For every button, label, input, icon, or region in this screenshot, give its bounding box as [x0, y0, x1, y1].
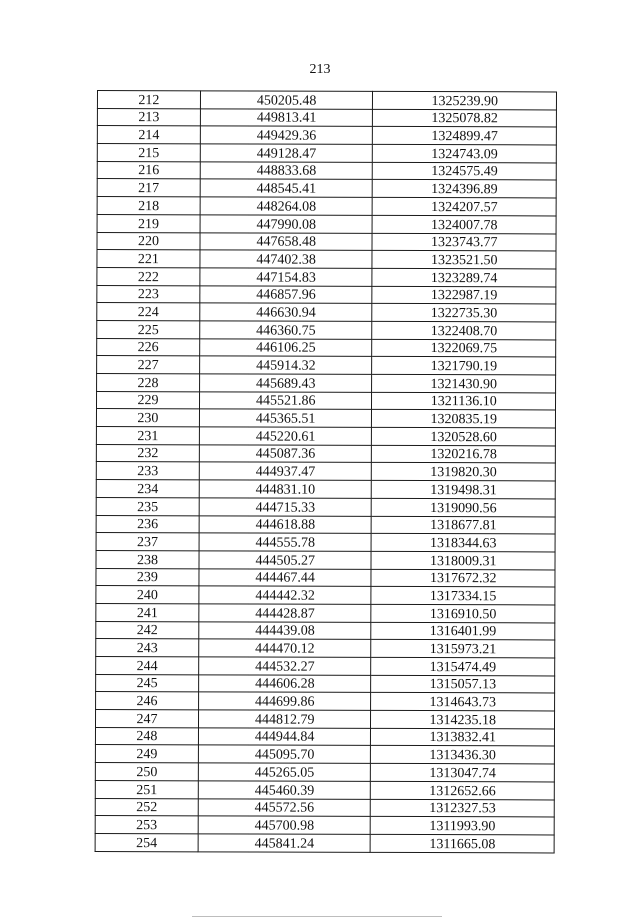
y-coordinate-cell: 1318344.63: [372, 534, 556, 552]
y-coordinate-cell: 1322735.30: [372, 304, 556, 322]
coordinate-table: [95, 90, 557, 853]
y-coordinate-cell: 1319820.30: [372, 463, 556, 481]
y-coordinate-cell: 1317672.32: [371, 569, 555, 587]
table-row: [96, 462, 555, 481]
point-number-cell: 244: [96, 656, 199, 674]
table-row: [95, 798, 554, 817]
table-row: [97, 267, 556, 286]
point-number-cell: 246: [96, 692, 199, 710]
x-coordinate-cell: 444439.08: [199, 621, 372, 639]
y-coordinate-cell: 1321136.10: [372, 392, 556, 410]
point-number-cell: 229: [96, 391, 199, 409]
x-coordinate-cell: 444715.33: [199, 498, 372, 516]
table-row: [96, 603, 555, 622]
y-coordinate-cell: 1322069.75: [372, 339, 556, 357]
x-coordinate-cell: 446630.94: [200, 303, 373, 321]
point-number-cell: 249: [95, 745, 198, 763]
x-coordinate-cell: 447154.83: [200, 268, 373, 286]
y-coordinate-cell: 1313832.41: [371, 728, 555, 746]
x-coordinate-cell: 450205.48: [200, 91, 373, 109]
point-number-cell: 245: [96, 674, 199, 692]
x-coordinate-cell: 444699.86: [198, 692, 371, 710]
table-row: [97, 250, 556, 269]
point-number-cell: 220: [97, 232, 200, 250]
table-row: [96, 533, 555, 552]
point-number-cell: 223: [97, 285, 200, 303]
x-coordinate-cell: 446360.75: [200, 321, 373, 339]
x-coordinate-cell: 448833.68: [200, 162, 373, 180]
x-coordinate-cell: 447402.38: [200, 250, 373, 268]
point-number-cell: 247: [95, 710, 198, 728]
point-number-cell: 217: [97, 179, 200, 197]
table-row: [97, 179, 556, 198]
point-number-cell: 234: [96, 480, 199, 498]
x-coordinate-cell: 449429.36: [200, 126, 373, 144]
point-number-cell: 236: [96, 515, 199, 533]
table-row: [95, 710, 554, 729]
x-coordinate-cell: 445365.51: [199, 409, 372, 427]
table-row: [97, 91, 556, 110]
point-number-cell: 212: [97, 91, 200, 109]
table-row: [96, 391, 555, 410]
point-number-cell: 239: [96, 568, 199, 586]
x-coordinate-cell: 445521.86: [199, 392, 372, 410]
y-coordinate-cell: 1311665.08: [371, 834, 555, 852]
y-coordinate-cell: 1316401.99: [371, 622, 555, 640]
y-coordinate-cell: 1313436.30: [371, 746, 555, 764]
x-coordinate-cell: 444618.88: [199, 515, 372, 533]
table-row: [95, 763, 554, 782]
coordinate-table-container: [95, 90, 557, 853]
point-number-cell: 219: [97, 214, 200, 232]
table-row: [96, 639, 555, 658]
point-number-cell: 232: [96, 444, 199, 462]
y-coordinate-cell: 1320216.78: [372, 445, 556, 463]
y-coordinate-cell: 1325239.90: [373, 91, 557, 109]
x-coordinate-cell: 444532.27: [199, 657, 372, 675]
point-number-cell: 237: [96, 533, 199, 551]
y-coordinate-cell: 1321430.90: [372, 374, 556, 392]
x-coordinate-cell: 445095.70: [198, 745, 371, 763]
point-number-cell: 215: [97, 144, 200, 162]
y-coordinate-cell: 1324899.47: [373, 127, 557, 145]
table-row: [96, 656, 555, 675]
point-number-cell: 230: [96, 409, 199, 427]
y-coordinate-cell: 1323521.50: [372, 251, 556, 269]
y-coordinate-cell: 1324007.78: [373, 215, 557, 233]
table-row: [95, 833, 554, 852]
table-row: [97, 338, 556, 357]
x-coordinate-cell: 445087.36: [199, 445, 372, 463]
table-row: [96, 515, 555, 534]
table-row: [96, 568, 555, 587]
table-row: [96, 692, 555, 711]
point-number-cell: 240: [96, 586, 199, 604]
point-number-cell: 254: [95, 833, 198, 851]
table-row: [97, 144, 556, 163]
table-row: [95, 727, 554, 746]
x-coordinate-cell: 447990.08: [200, 215, 373, 233]
y-coordinate-cell: 1320835.19: [372, 410, 556, 428]
y-coordinate-cell: 1321790.19: [372, 357, 556, 375]
y-coordinate-cell: 1318677.81: [372, 516, 556, 534]
x-coordinate-cell: 448545.41: [200, 179, 373, 197]
x-coordinate-cell: 448264.08: [200, 197, 373, 215]
y-coordinate-cell: 1324396.89: [373, 180, 557, 198]
x-coordinate-cell: 444442.32: [199, 586, 372, 604]
x-coordinate-cell: 444505.27: [199, 551, 372, 569]
y-coordinate-cell: 1311993.90: [371, 817, 555, 835]
point-number-cell: 213: [97, 108, 200, 126]
x-coordinate-cell: 445689.43: [199, 374, 372, 392]
point-number-cell: 253: [95, 816, 198, 834]
table-row: [96, 444, 555, 463]
table-row: [96, 621, 555, 640]
point-number-cell: 225: [97, 320, 200, 338]
point-number-cell: 238: [96, 550, 199, 568]
table-row: [97, 161, 556, 180]
point-number-cell: 235: [96, 497, 199, 515]
x-coordinate-cell: 444944.84: [198, 728, 371, 746]
y-coordinate-cell: 1317334.15: [371, 587, 555, 605]
table-row: [97, 197, 556, 216]
y-coordinate-cell: 1316910.50: [371, 604, 555, 622]
y-coordinate-cell: 1315057.13: [371, 675, 555, 693]
y-coordinate-cell: 1315973.21: [371, 640, 555, 658]
table-row: [97, 126, 556, 145]
page-number: 213: [309, 62, 331, 77]
table-row: [97, 108, 556, 127]
point-number-cell: 242: [96, 621, 199, 639]
point-number-cell: 218: [97, 197, 200, 215]
table-row: [97, 232, 556, 251]
x-coordinate-cell: 444937.47: [199, 462, 372, 480]
y-coordinate-cell: 1323289.74: [372, 268, 556, 286]
y-coordinate-cell: 1315474.49: [371, 657, 555, 675]
table-row: [95, 780, 554, 799]
table-row: [96, 409, 555, 428]
point-number-cell: 228: [97, 374, 200, 392]
x-coordinate-cell: 444831.10: [199, 480, 372, 498]
x-coordinate-cell: 444812.79: [198, 710, 371, 728]
x-coordinate-cell: 444470.12: [199, 639, 372, 657]
x-coordinate-cell: 446106.25: [200, 338, 373, 356]
y-coordinate-cell: 1320528.60: [372, 427, 556, 445]
point-number-cell: 214: [97, 126, 200, 144]
table-row: [96, 550, 555, 569]
y-coordinate-cell: 1319498.31: [372, 480, 556, 498]
point-number-cell: 252: [95, 798, 198, 816]
x-coordinate-cell: 445572.56: [198, 798, 371, 816]
point-number-cell: 216: [97, 161, 200, 179]
table-row: [96, 497, 555, 516]
x-coordinate-cell: 445460.39: [198, 781, 371, 799]
y-coordinate-cell: 1323743.77: [372, 233, 556, 251]
x-coordinate-cell: 445265.05: [198, 763, 371, 781]
x-coordinate-cell: 445220.61: [199, 427, 372, 445]
table-row: [97, 356, 556, 375]
y-coordinate-cell: 1325078.82: [373, 109, 557, 127]
point-number-cell: 222: [97, 267, 200, 285]
x-coordinate-cell: 447658.48: [200, 232, 373, 250]
y-coordinate-cell: 1314643.73: [371, 693, 555, 711]
table-row: [96, 674, 555, 693]
y-coordinate-cell: 1322987.19: [372, 286, 556, 304]
x-coordinate-cell: 444467.44: [199, 568, 372, 586]
point-number-cell: 227: [97, 356, 200, 374]
table-row: [97, 303, 556, 322]
point-number-cell: 251: [95, 780, 198, 798]
y-coordinate-cell: 1313047.74: [371, 763, 555, 781]
point-number-cell: 224: [97, 303, 200, 321]
y-coordinate-cell: 1324575.49: [373, 162, 557, 180]
point-number-cell: 248: [95, 727, 198, 745]
y-coordinate-cell: 1319090.56: [372, 498, 556, 516]
table-row: [96, 480, 555, 499]
table-row: [96, 427, 555, 446]
point-number-cell: 226: [97, 338, 200, 356]
x-coordinate-cell: 449128.47: [200, 144, 373, 162]
point-number-cell: 250: [95, 763, 198, 781]
point-number-cell: 231: [96, 427, 199, 445]
x-coordinate-cell: 445841.24: [198, 834, 371, 852]
y-coordinate-cell: 1312327.53: [371, 799, 555, 817]
x-coordinate-cell: 444555.78: [199, 533, 372, 551]
y-coordinate-cell: 1318009.31: [371, 551, 555, 569]
y-coordinate-cell: 1322408.70: [372, 321, 556, 339]
x-coordinate-cell: 449813.41: [200, 109, 373, 127]
table-row: [95, 745, 554, 764]
page-edge-line: [192, 916, 442, 917]
table-row: [97, 285, 556, 304]
x-coordinate-cell: 444606.28: [199, 675, 372, 693]
y-coordinate-cell: 1324207.57: [373, 197, 557, 215]
table-row: [96, 586, 555, 605]
y-coordinate-cell: 1314235.18: [371, 710, 555, 728]
table-row: [95, 816, 554, 835]
table-row: [97, 320, 556, 339]
x-coordinate-cell: 445914.32: [200, 356, 373, 374]
x-coordinate-cell: 445700.98: [198, 816, 371, 834]
point-number-cell: 233: [96, 462, 199, 480]
table-row: [97, 214, 556, 233]
y-coordinate-cell: 1324743.09: [373, 144, 557, 162]
point-number-cell: 221: [97, 250, 200, 268]
point-number-cell: 241: [96, 603, 199, 621]
point-number-cell: 243: [96, 639, 199, 657]
table-body: [95, 91, 556, 853]
x-coordinate-cell: 446857.96: [200, 285, 373, 303]
x-coordinate-cell: 444428.87: [199, 604, 372, 622]
y-coordinate-cell: 1312652.66: [371, 781, 555, 799]
table-row: [97, 374, 556, 393]
